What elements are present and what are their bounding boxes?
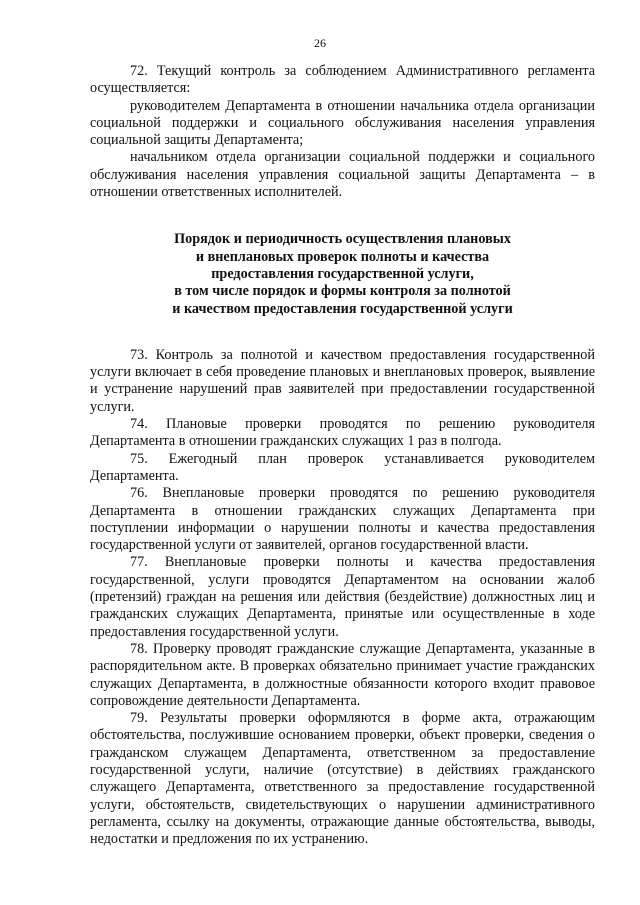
paragraph-79: 79. Результаты проверки оформляются в форме акта, отражающим обстоятельства, послужившие основанием проверки, объект проверки, сведения о гражданском служащем Департамента, ответственном за предоставление государственной услуги, наличие (отсутствие) в действиях гражданского служащего Департамента, ответственного за предоставление государственной услуги, обстоятельств, свидетельствующих о нарушении административного регламента, ссылку на документы, отражающие данные обстоятельства, выводы, недостатки и предложения по их устранению. [90,710,595,848]
paragraph-77: 77. Внеплановые проверки полноты и качества предоставления государственной, услуги проводятся Департаментом на основании жалоб (претензий) граждан на решения или действия (бездействие) должностных лиц и гражданских служащих Департамента, принятые или осуществленные в ходе предоставления государственной услуги. [90,554,595,640]
paragraph-72-item-2: начальником отдела организации социальной поддержки и социального обслуживания населения управления социальной защиты Департамента – в отношении ответственных исполнителей. [90,149,595,201]
paragraph-72: 72. Текущий контроль за соблюдением Административного регламента осуществляется: [90,63,595,97]
paragraph-76: 76. Внеплановые проверки проводятся по решению руководителя Департамента в отношении гражданских служащих Департамента при поступлении информации о нарушении полноты и качества предоставления государственной услуги от заявителей, органов государственной власти. [90,485,595,554]
paragraph-75: 75. Ежегодный план проверок устанавливается руководителем Департамента. [90,450,595,484]
heading-line: и внеплановых проверок полноты и качества [195,248,490,265]
heading-line: Порядок и периодичность осуществления плановых [174,231,511,248]
heading-line: предоставления государственной услуги, [211,265,474,282]
page-number: 26 [314,36,326,50]
paragraph-78: 78. Проверку проводят гражданские служащие Департамента, указанные в распорядительном акте. В проверках обязательно принимает участие гражданских служащих Департамента, в должностные обязанности которого входит правовое сопровождение деятельности Департамента. [90,640,595,709]
paragraph-72-item-1: руководителем Департамента в отношении начальника отдела организации социальной поддержки и социального обслуживания населения управления социальной защиты Департамента; [90,97,595,149]
paragraph-73: 73. Контроль за полнотой и качеством предоставления государственной услуги включает в себя проведение плановых и внеплановых проверок, выявление и устранение нарушений прав заявителей при предоставлении государственной услуги. [90,346,595,415]
heading-line: в том числе порядок и формы контроля за полнотой [174,283,511,300]
section-heading [90,231,595,317]
page-content [90,63,595,848]
paragraph-74: 74. Плановые проверки проводятся по решению руководителя Департамента в отношении гражданских служащих 1 раз в полгода. [90,416,595,450]
heading-line: и качеством предоставления государственной услуги [172,300,513,317]
